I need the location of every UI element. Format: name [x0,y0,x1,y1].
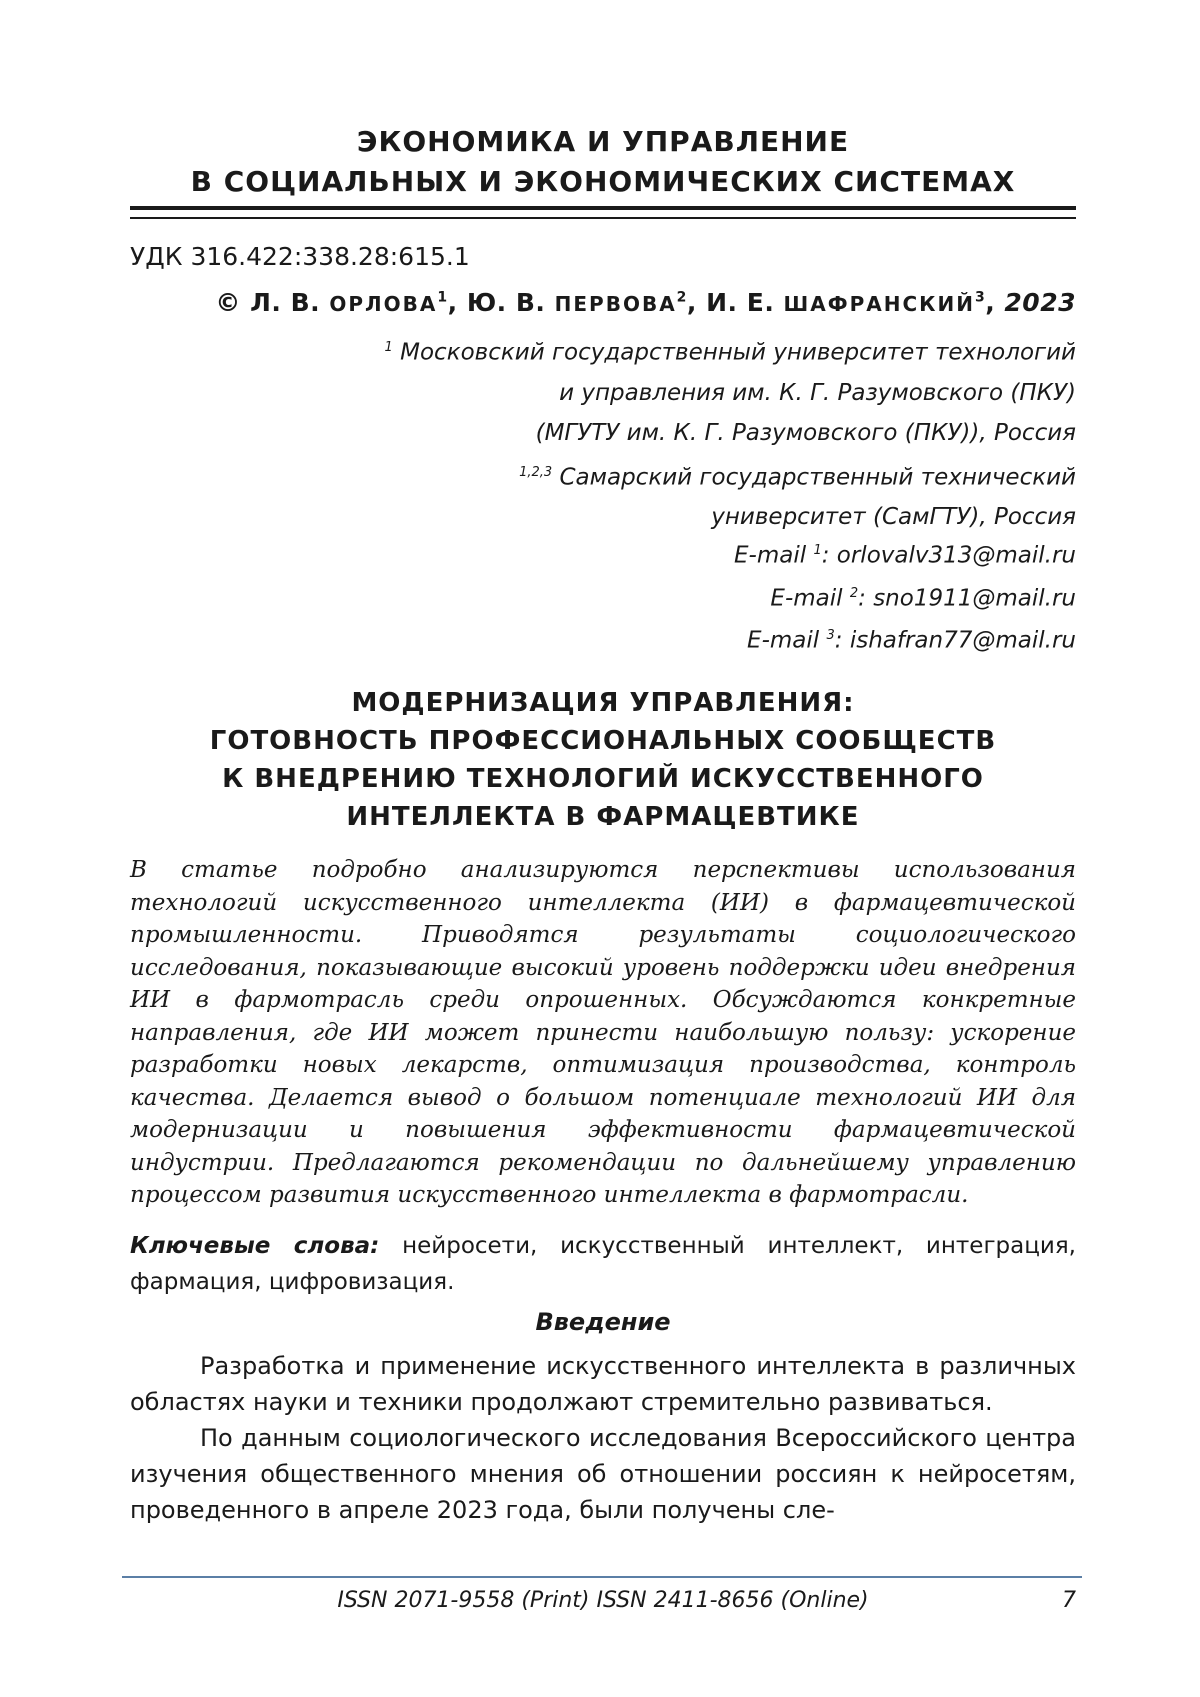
author-1-sup: 1 [437,290,447,306]
email-line [734,617,1076,660]
keywords [130,1228,1076,1300]
paragraph: По данным социологического исследования Всероссийского центра изучения общественного мнения об отношении россиян к нейросетям, проведенного в апреле 2023 года, были получены сле- [130,1420,1076,1528]
issn-text: ISSN 2071-9558 (Print) ISSN 2411-8656 (Online) [130,1588,1076,1613]
email-list [734,532,1076,660]
abstract: В статье подробно анализируются перспективы использования технологий искусственного интеллекта (ИИ) в фармацевтической промышленности. Приводятся результаты социологического исследования, показывающие высокий уровень поддержки идеи внедрения ИИ в фармотрасль среди опрошенных. Обсуждаются конкретные направления, где ИИ может принести наибольшую пользу: ускорение разработки новых лекарств, оптимизация производства, контроль качества. Делается вывод о большом потенциале технологий ИИ для модернизации и повышения эффективности фармацевтической индустрии. Предлагаются рекомендации по дальнейшему управлению процессом развития искусственного интеллекта в фармотрасли. [130,854,1076,1212]
affiliation-line: университет (СамГТУ), Россия [385,497,1076,537]
section-heading-line1: ЭКОНОМИКА И УПРАВЛЕНИЕ [130,122,1076,162]
affiliation-line: (МГУТУ им. К. Г. Разумовского (ПКУ)), Россия [385,413,1076,453]
title-line: МОДЕРНИЗАЦИЯ УПРАВЛЕНИЯ: [130,684,1076,722]
title-line: К ВНЕДРЕНИЮ ТЕХНОЛОГИЙ ИСКУССТВЕННОГО [130,760,1076,798]
article-title [130,684,1076,836]
email-line [734,532,1076,575]
affiliation-text: Самарский государственный технический [559,464,1076,490]
email-label: E-mail [734,543,806,569]
affiliations [385,328,1076,537]
section-heading-line2: В СОЦИАЛЬНЫХ И ЭКОНОМИЧЕСКИХ СИСТЕМАХ [130,162,1076,202]
email-address[interactable]: : ishafran77@mail.ru [835,628,1076,654]
email-address[interactable]: : sno1911@mail.ru [858,585,1076,611]
affiliation-line [385,453,1076,498]
footer-rule [122,1576,1082,1578]
copyright-sign: © [215,288,241,317]
email-sup: 1 [813,543,821,558]
affiliation-text: Московский государственный университет технологий [400,340,1076,366]
author-2-initials: Ю. В. [467,288,546,317]
keywords-text: нейросети, искусственный интеллект, интеграция, фармация, цифровизация. [130,1233,1076,1295]
author-2-sup: 2 [677,290,687,306]
affiliation-sup-1: 1 [385,340,393,355]
journal-page [0,0,1200,1697]
affiliation-line [385,328,1076,373]
affiliation-line: и управления им. К. Г. Разумовского (ПКУ) [385,373,1076,413]
author-3-initials: И. Е. [706,288,774,317]
title-line: ИНТЕЛЛЕКТА В ФАРМАЦЕВТИКЕ [130,798,1076,836]
header-rule-thick [130,206,1076,210]
page-number: 7 [1062,1588,1076,1613]
email-line [734,575,1076,618]
author-2-surname: ПЕРВОВА [555,292,677,316]
email-sup: 3 [826,628,834,643]
affiliation-sup-2: 1,2,3 [519,465,552,480]
section-heading [130,122,1076,202]
header-rule-thin [130,217,1076,219]
author-3-sup: 3 [975,290,985,306]
paragraph: Разработка и применение искусственного интеллекта в различных областях науки и техники продолжают стремительно развиваться. [130,1348,1076,1420]
author-line: © Л. В. ОРЛОВА1, Ю. В. ПЕРВОВА2, И. Е. ШАФРАНСКИЙ3, 2023 [215,288,1076,317]
keywords-label: Ключевые слова: [130,1233,379,1259]
body-text [130,1348,1076,1528]
title-line: ГОТОВНОСТЬ ПРОФЕССИОНАЛЬНЫХ СООБЩЕСТВ [130,722,1076,760]
author-1-initials: Л. В. [250,288,320,317]
publication-year: 2023 [1004,288,1076,317]
email-label: E-mail [770,585,842,611]
udk-code: УДК 316.422:338.28:615.1 [130,242,470,271]
email-sup: 2 [850,586,858,601]
email-address[interactable]: : orlovalv313@mail.ru [822,543,1076,569]
author-3-surname: ШАФРАНСКИЙ [784,292,975,316]
email-label: E-mail [747,628,819,654]
author-1-surname: ОРЛОВА [329,292,437,316]
intro-heading: Введение [130,1308,1076,1336]
